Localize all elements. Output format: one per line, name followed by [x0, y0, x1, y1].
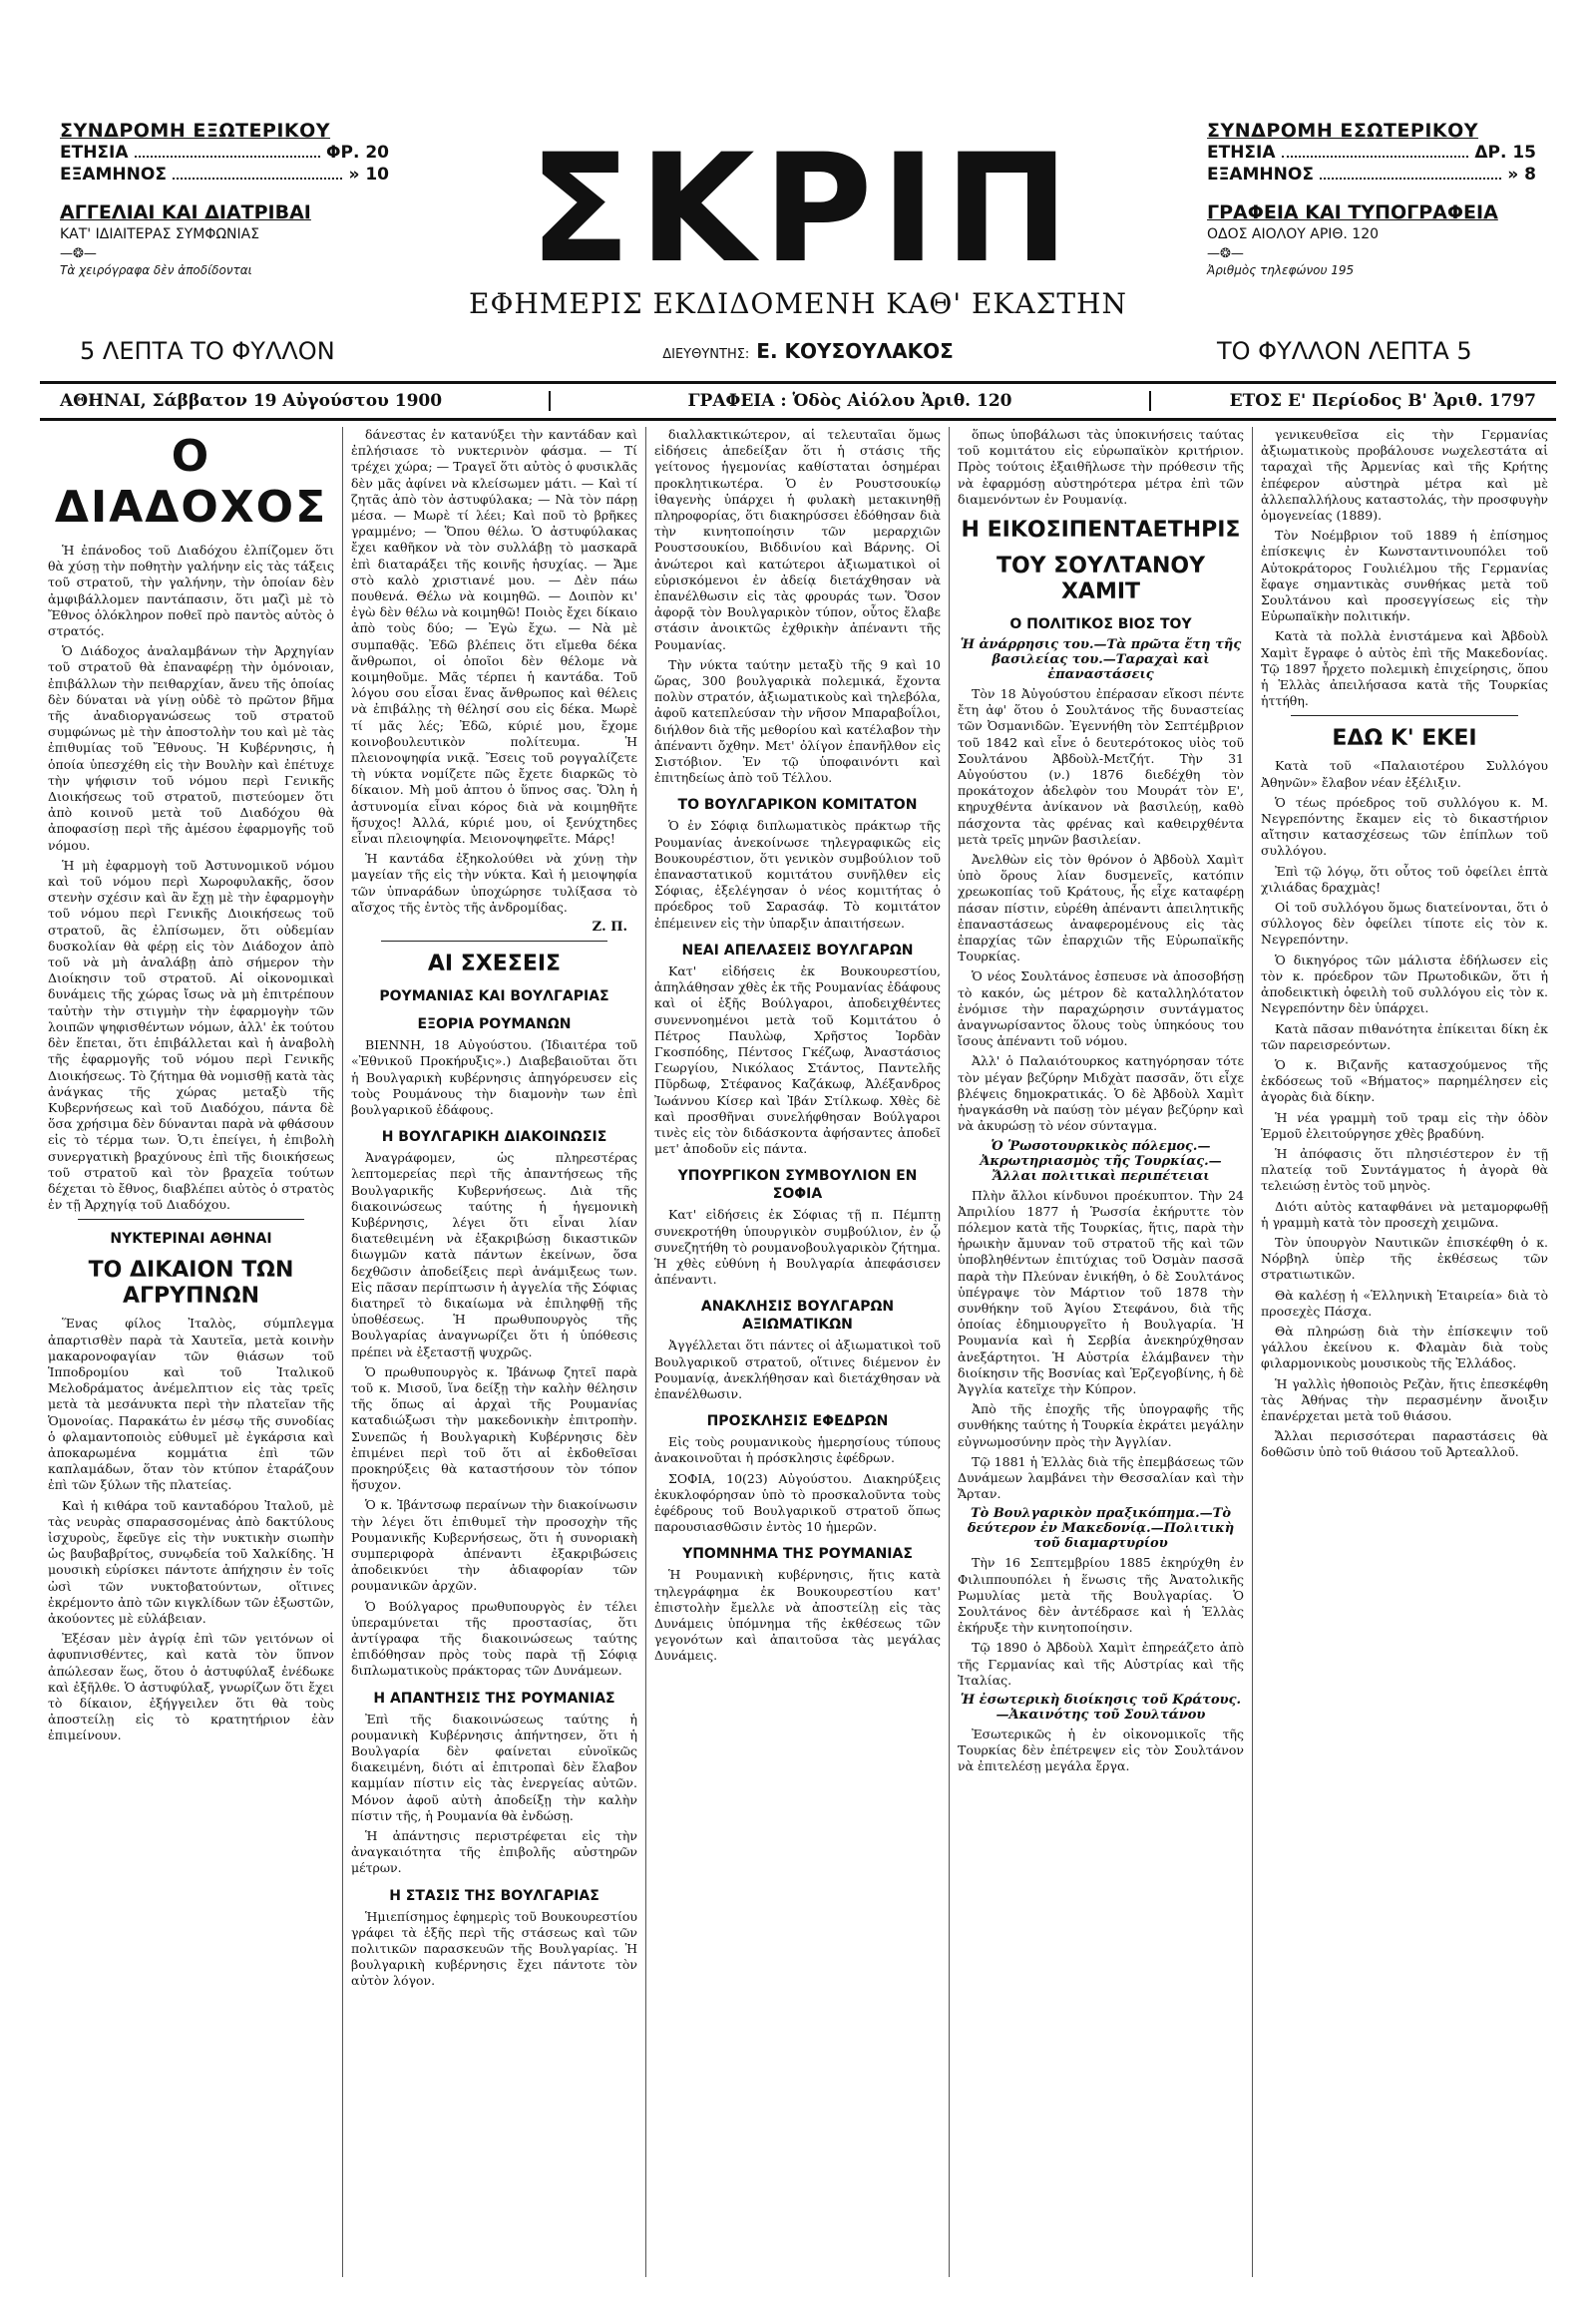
foreign-half-value: » 10: [348, 165, 389, 185]
divider: [78, 1219, 304, 1220]
article-paragraph: Τὸν 18 Ἀὐγούστου ἐπέρασαν εἴκοσι πέντε ἔτη ἀφ' ὅτου ὁ Σουλτάνος τῆς δυναστείας τῶν Ὀσμανιδῶν. Ἐγεννήθη τὸν Σεπτέμβριον τοῦ 1842 καὶ εἶνε ὁ δευτερότοκος υἱὸς τοῦ Σουλτάνου Ἀβδοὺλ-Μετζήτ. Τὴν 31 Αὐγούστου (ν.) 1876 διεδέχθη τὸν προκάτοχον ἀδελφὸν του Μουράτ τὸν Ε', κηρυχθέντα ἀνίκανον νὰ βασιλεύῃ, καθὸ πάσχοντα τὰς φρένας καὶ καθειρχθέντα μετὰ τρεῖς μηνῶν βασιλείαν.: [958, 686, 1244, 847]
newspaper-logo: [524, 123, 1082, 296]
domestic-subscription-title: ΣΥΝΔΡΟΜΗ ΕΣΩΤΕΡΙΚΟΥ: [1207, 120, 1479, 142]
article-paragraph: Ὁ Βούλγαρος πρωθυπουργὸς ἐν τέλει ὑπεραμύνεται τῆς προστασίας, ὅτι ἀντίγραφα τῆς διακοινώσεως ταύτης ἐπιδόθησαν πρὸς τοὺς παρὰ τῇ Σόφιᾳ διπλωματικοὺς πράκτορας τῶν Δυνάμεων.: [351, 1598, 637, 1679]
dateline-bar: [40, 381, 1556, 421]
issue-date: ΑΘΗΝΑΙ, Σάββατον 19 Αὐγούστου 1900: [40, 391, 551, 411]
article-paragraph: Οἱ τοῦ συλλόγου ὅμως διατείνονται, ὅτι ὁ σύλλογος δὲν ὀφείλει τίποτε εἰς τὸν κ. Νεγρεπόντην.: [1261, 900, 1548, 948]
article-paragraph: Ἀλλ' ὁ Παλαιότουρκος κατηγόρησαν τότε τὸν μέγαν βεζύρην Μιδχὰτ πασσᾶν, ὅτι εἶχε βλέψεις δημοκρατικάς. Ὁ δὲ Ἀβδοὺλ Χαμὶτ ἠναγκάσθη νὰ παύσῃ τὸν μέγαν βεζύρην καὶ νὰ ἀκυρώσῃ τὸ νέον σύνταγμα.: [958, 1053, 1244, 1134]
manuscripts-note: Τὰ χειρόγραφα δὲν ἀποδίδονται: [60, 263, 252, 277]
article-paragraph: Πλὴν ἄλλοι κίνδυνοι προέκυπτον. Τὴν 24 Ἀπριλίου 1877 ἡ Ῥωσσία ἐκήρυττε τὸν πόλεμον κατὰ τῆς Τουρκίας, ἥτις, παρὰ τὴν ἡρωικὴν ἄμυναν τοῦ στρατοῦ τῆς καὶ τῶν ὑποβληθέντων ἐπιτύχιας τοῦ Ὀσμὰν πασσᾶ παρὰ τὴν Πλεύναν ἐνικήθη, ὁ δὲ Σουλτάνος ὑπέγραψε τὸν Μάρτιον τοῦ 1878 τὴν συνθήκην τοῦ Ἁγίου Στεφάνου, διὰ τῆς ὁποίας ἐδημιουργεῖτο ἡ Βουλγαρία. Ἡ Ρουμανία καὶ ἡ Σερβία ἀνεκηρύχθησαν ἀνεξάρτητοι. Ἡ Αὐστρία ἐλάμβανεν τὴν διοίκησιν τῆς Βοσνίας καὶ Ἑρζεγοβίνης, ἡ δὲ Ἀγγλία κατεῖχε τὴν Κύπρον.: [958, 1187, 1244, 1396]
section-headline: Η ΑΠΑΝΤΗΣΙΣ ΤΗΣ ΡΟΥΜΑΝΙΑΣ: [373, 1690, 615, 1707]
divider: [1291, 715, 1518, 716]
headline-jubilee-line3: Ο ΠΟΛΙΤΙΚΟΣ ΒΙΟΣ ΤΟΥ: [1009, 616, 1192, 633]
phone-number: Ἀριθμὸς τηλεφώνου 195: [1207, 263, 1355, 277]
article-paragraph: Κατ' εἰδήσεις ἐκ Βουκουρεστίου, ἀπηλάθησαν χθὲς ἐκ τῆς Ρουμανίας ἐδάφους καὶ οἱ ἑξῆς Βούλγαροι, ἀποδειχθέντες συνεννοημένοι μετὰ τοῦ Κομιτάτου ὁ Πέτρος Παυλὼφ, Χρῆστος Ἰορδὰν Γκοσπόδης, Πέντσος Γκέζωφ, Ἀναστάσιος Γεωργίου, Νικόλαος Στάντος, Παντελῆς Πῦρδωφ, Στέφανος Καζάκωφ, Ἀλέξανδρος Ἰωάννου Κίσερ καὶ Ἰβάν Στίλκωφ. Χθὲς δὲ καὶ προσθῆναι συνελήφθησαν Βούλγαροι τινὲς εἰς τὸν διδάσκοντα ἀφήσαντες ἀποδεῖ μετ' ἀποδοῦν εἰς πάντα.: [654, 962, 941, 1157]
section-label: ΝΥΚΤΕΡΙΝΑΙ ΑΘΗΝΑΙ: [110, 1231, 272, 1248]
headline-diadochos: Ο ΔΙΑΔΟΧΟΣ: [54, 431, 328, 533]
column-5: [1253, 427, 1556, 2277]
dotted-leader: [1320, 164, 1501, 180]
office-address-line: ΓΡΑΦΕΙΑ : Ὁδὸς Αἰόλου Ἀριθ. 120: [551, 391, 1151, 411]
article-paragraph: Ὁ πρωθυπουργὸς κ. Ἰβάνωφ ζητεῖ παρὰ τοῦ κ. Μισοῦ, ἵνα δείξῃ τὴν καλὴν θέλησιν τῆς ὅπως αἱ ἀρχαὶ τῆς Ρουμανίας καταδιώξωσι τὴν μακεδονικὴν ἐπιτροπὴν. Συνεπῶς ἡ Βουλγαρικὴ Κυβέρνησις δὲν ἐπιμένει περὶ τοῦ ὅτι αἱ ἐκδοθεῖσαι προκηρύξεις θὰ καταστήσουν τὸν τόπον ἥσυχον.: [351, 1363, 637, 1493]
headline-jubilee-line2: ΤΟΥ ΣΟΥΛΤΑΝΟΥ ΧΑΜΙΤ: [996, 554, 1206, 605]
article-paragraph: Ἡ μὴ ἐφαρμογὴ τοῦ Ἀστυνομικοῦ νόμου καὶ τοῦ νόμου περὶ Χωροφυλακῆς, ὅσον στενὴν σχέσιν καὶ ἂν ἔχῃ μὲ τὴν ἐφαρμογὴν τοῦ νόμου περὶ Γενικῆς Διοικήσεως τοῦ στρατοῦ, ἂς ἐλπίσωμεν, ὅτι οὐδεμίαν δυσκολίαν θὰ φέρῃ εἰς τὸν Διάδοχον ἀπὸ τοῦ νὰ μὴ ἀναλάβῃ ἀπὸ σήμερον τὴν Διοίκησιν τοῦ στρατοῦ. Αἱ οἰκονομικαὶ δυνάμεις τῆς χώρας ἴσως νὰ μὴ ἐπιτρέπουν ταὐτὴν τὴν στιγμὴν τὴν ἐφαρμογὴν τῶν λοιπῶν ψηφισθέντων νόμων, ἀλλ' ἐκ τούτου δὲν ἕπεται, ὅτι ἐπιβάλλεται καὶ ἡ ἀναβολὴ τῆς ἐφαρμογῆς τοῦ νόμου περὶ Γενικῆς Διοικήσεως. Τὸ ζήτημα θὰ νομισθῇ κατὰ τὰς ἀνάγκας τῆς χώρας μεταξὺ τῆς Κυβερνήσεως καὶ τοῦ Διαδόχου, πάντα δὲ ὅσα χρήσιμα δὲν δύνανται παρὰ νὰ φθάσουν εἰς τὸ τέρμα των. Ὁ,τι ἐπείγει, ἡ ἐπιβολὴ συνεργατικὴ βραχύνους ἐπὶ τῆς διοικήσεως τοῦ στρατοῦ καὶ τὸν βραχεῖα τούτων δέχεται τὸ ἔθνος, διαβλέπει αὐτὸς ὁ στρατὸς ἐν τῇ Ἀρχηγίᾳ τοῦ Διαδόχου.: [48, 857, 334, 1213]
foreign-subscription-box: [60, 120, 389, 277]
article-paragraph: Εἰς τοὺς ρουμανικοὺς ἡμερησίους τύπους ἀνακοινοῦται ἡ πρόσκλησις ἐφέδρων.: [654, 1434, 941, 1466]
article-paragraph: Ἡ ἐπάνοδος τοῦ Διαδόχου ἐλπίζομεν ὅτι θὰ χύσῃ τὴν ποθητὴν γαλήνην εἰς τὰς τάξεις τοῦ στρατοῦ, τὴν γαλήνην, τὴν ὁποίαν δὲν ἀμφιβάλλομεν παντάπασιν, ὅτι μαζὶ μὲ τὸ Ἔθνος ὁλόκληρον ποθεῖ πρὸ παντὸς αὐτὸς ὁ στρατός.: [48, 543, 334, 639]
article-paragraph: διαλλακτικώτερον, αἱ τελευταῖαι ὅμως εἰδήσεις ἀπεδείξαν ὅτι ἡ στάσις τῆς γείτονος ἡγεμονίας καθίσταται ὁσημέραι προκλητικωτέρα. Ὁ ἐν Ρουστσουκίῳ ἰθαγενὴς ὑπάρχει ἡ φυλακὴ μετακινηθῇ πληροφορίας, ὅτι διακηρύσσει ἐδόθησαν διὰ τὴν κινητοποίησιν τῶν μεραρχιῶν Ρουστσουκίου, Βιδδινίου καὶ Βάρνης. Οἱ ἀνώτεροι καὶ κατώτεροι ἀξιωματικοὶ οἱ εὑρισκόμενοι ἐν ἀδείᾳ διετάχθησαν νὰ ἐπανέλθωσιν εἰς τὰς φρουράς των. Ὅσον ἀφορᾷ τὸν Βουλγαρικὸν τύπον, οὗτος ἔλαβε στάσιν ἀνοικτῶς ἐχθρικὴν ἀπέναντι τῆς Ρουμανίας.: [654, 427, 941, 652]
foreign-half-label: ΕΞΑΜΗΝΟΣ: [60, 165, 167, 185]
article-paragraph: δάνεστας ἐν κατανύξει τὴν καντάδαν καὶ ἐπλήσιασε τὸ νυκτερινὸν φάσμα. — Τί τρέχει χώρα; — Τραγεῖ ὅτι αὐτὸς ὁ φυσικλᾶς δὲν μᾶς ἀφίνει νὰ κλείσωμεν μάτι. — Καὶ τί ζητᾶς ἀπὸ τὸν ἀστυφύλακα; — Νὰ τὸν πάρῃ μέσα. — Μωρὲ τί λέει; Καὶ ποῦ τὸ βρῆκες γραμμένο; — Ὅπου θέλω. Ὁ ἀστυφύλακας ἔχει καθῆκον νὰ τὸν συλλάβῃ τὸ μασκαρᾶ ἐπὶ διαταράξει τῆς κοινῆς ἡσυχίας. — Ἄμε στὸ καλὸ χριστιανέ μου. — Δὲν πάω πουθενά. Θέλω νὰ κοιμηθῶ. — Δοιπὸν κι' ἐγὼ δὲν θέλω νὰ κοιμηθῶ! Ποιὸς ἔχει δίκαιο ἀπὸ τοὺς δύο; — Ἐγὼ ἔχω. — Νὰ μὲ συμπαθᾷς. Ἐδῶ βλέπεις ὅτι εἴμεθα δέκα ἄνθρωποι, οἱ ὁποῖοι δὲν θέλομε νὰ κοιμηθοῦμε. Μᾶς τέρπει ἡ καντάδα. Τοῦ λόγου σου εἶσαι ἕνας ἄνθρωπος καὶ θέλεις νὰ ἐπιβάλῃς τὴ θέλησί σου εἰς δέκα. Μωρὲ τί μᾶς λές; Ἐδῶ, κύριέ μου, ἔχομε κοινοβουλευτικὸν πολίτευμα. Ἡ πλειονοψηφία νικᾷ. Ἔσεις τοῦ ρογγαλίζετε τὴ νύκτα νομίζετε πῶς ἔχετε διαρκῶς τὸ δίκαιον. Μὴ μοῦ ἀπτου ὁ ὕπνος σας. Ὅλη ἡ ἀστυνομία εἶναι κόρος διὰ νὰ κοιμηθῆτε ἥσυχος! Ἀλλά, κύριέ μου, οἱ ξενύχτηδες εἶναι πλειοψηφία. Μειονοψηφεῖτε. Μάρς!: [351, 427, 637, 847]
article-paragraph: γενικευθεῖσα εἰς τὴν Γερμανίας ἀξιωματικοὺς προβάλουσε νωχελεστάτα αἱ ταραχαὶ τῆς Ἀρμενίας καὶ τῆς Κρήτης ἐπέφερον αὐστηρὰ μέτρα καὶ μὲ ἀλλεπαλλήλους καταστολάς, τὴν προσφυγὴν ὁμογενείας (1889).: [1261, 427, 1548, 524]
dotted-leader: [135, 142, 321, 158]
article-paragraph: Ἄλλαι περισσότεραι παραστάσεις θὰ δοθῶσιν ὑπὸ τοῦ θιάσου τοῦ Ἀρτεαλλοῦ.: [1261, 1428, 1548, 1460]
article-paragraph: Τὸν ὑπουργὸν Ναυτικῶν ἐπισκέφθη ὁ κ. Νόρβηλ ὑπὲρ τῆς ἐκθέσεως τῶν στρατιωτικῶν.: [1261, 1234, 1548, 1283]
article-paragraph: Ὁ Διάδοχος ἀναλαμβάνων τὴν Ἀρχηγίαν τοῦ στρατοῦ θὰ ἐπαναφέρῃ τὴν ὁμόνοιαν, ἐπιβάλλων τὴν πειθαρχίαν, ἄνευ τῆς ὁποίας δὲν δύναται νὰ γίνῃ οὐδὲ τὸ πρῶτον βῆμα τῆς ἀναδιοργανώσεως τοῦ στρατοῦ συμφώνως μὲ τὴν ἀποστολὴν του καὶ μὲ τὰς ἐπιθυμίας τοῦ Ἔθνους. Ἡ Κυβέρνησις, ἡ ὁποία ὑπεσχέθη εἰς τὴν Βουλὴν καὶ ἐπέτυχε τὴν ψήφισιν τοῦ νόμου περὶ Γενικῆς Διοικήσεως τοῦ στρατοῦ, πιστεύομεν ὅτι ἀπὸ κοινοῦ μετὰ τοῦ Διαδόχου θὰ ἀποφασίσῃ περὶ τῆς ἀμέσου ἐφαρμογῆς τοῦ νόμου.: [48, 643, 334, 853]
article-paragraph: Ἡ καντάδα ἐξηκολούθει νὰ χύνῃ τὴν μαγείαν τῆς εἰς τὴν νύκτα. Καὶ ἡ μειοψηφία τῶν ὑπναράδων ὑποχώρησε τυλίξασα τὸ αἴσχος τῆς ἐντὸς τῆς ἀνδρομίδας.: [351, 851, 637, 915]
domestic-half-value: » 8: [1507, 165, 1536, 185]
subheading: Ἡ ἐσωτερικὴ διοίκησις τοῦ Κράτους.—Ἀκαινότης τοῦ Σουλτάνου: [960, 1692, 1242, 1723]
foreign-yearly-value: ΦΡ. 20: [326, 143, 389, 163]
article-paragraph: Ἐπὶ τῆς διακοινώσεως ταύτης ἡ ρουμανικὴ Κυβέρνησις ἀπήντησεν, ὅτι ἡ Βουλγαρία δὲν φαίνεται εὐνοϊκῶς διακειμένη, διότι αἱ ἐπιτροπαὶ δὲν ἔλαβον καμμίαν πίστιν εἰς τὰς ἐνεργείας αὐτῶν. Μόνον ἀφοῦ αὐτὴ ἀποδείξῃ τὴν καλὴν πίστιν τῆς, ἡ Ρουμανία θὰ ἐνδώσῃ.: [351, 1711, 637, 1823]
domestic-subscription-box: [1207, 120, 1536, 277]
newspaper-page: [40, 20, 1556, 2284]
article-paragraph: Ὁ νέος Σουλτάνος ἐσπευσε νὰ ἀποσοβήσῃ τὸ κακόν, ὡς μέτρον δὲ καταλληλότατον ἐνόμισε τὴν παραχώρησιν συντάγματος ἀναγνωρίσαντος ὅλους τοὺς ὑπηκόους του ἴσους ἀπέναντι τοῦ νόμου.: [958, 968, 1244, 1049]
price-left: 5 ΛΕΠΤΑ ΤΟ ΦΥΛΛΟΝ: [80, 337, 335, 365]
director-line: [598, 339, 1017, 363]
column-1: [40, 427, 343, 2277]
ads-line: ΚΑΤ' ΙΔΙΑΙΤΕΡΑΣ ΣΥΜΦΩΝΙΑΣ: [60, 226, 260, 242]
tagline: ΕΦΗΜΕΡΙΣ ΕΚΔΙΔΟΜΕΝΗ ΚΑΘ' ΕΚΑΣΤΗΝ: [469, 287, 1127, 320]
price-right: ΤΟ ΦΥΛΛΟΝ ΛΕΠΤΑ 5: [1217, 337, 1472, 365]
director-name: Ε. ΚΟΥΣΟΥΛΑΚΟΣ: [756, 339, 954, 363]
section-headline: ΤΟ ΒΟΥΛΓΑΡΙΚΟΝ ΚΟΜΙΤΑΤΟΝ: [677, 797, 918, 814]
article-paragraph: Κατὰ τὰ πολλὰ ἐνιστάμενα καὶ Ἀβδοὺλ Χαμὶτ ἔγραφε ὁ αὐτὸς ἐπὶ τῆς Μακεδονίας. Τῷ 1897 ἦρχετο πολεμικὴ ἐπιχείρησις, ὅπου ἡ Ἑλλὰς ἀπειλήσασα κατὰ τῆς Τουρκίας ἡττήθη.: [1261, 628, 1548, 709]
article-paragraph: Ἀγγέλλεται ὅτι πάντες οἱ ἀξιωματικοὶ τοῦ Βουλγαρικοῦ στρατοῦ, οἵτινες διέμενον ἐν Ρουμανίᾳ, ἀνεκλήθησαν καὶ διετάχθησαν νὰ ἐπανέλθωσιν.: [654, 1338, 941, 1401]
article-paragraph: Ἡ ἀπάντησις περιστρέφεται εἰς τὴν ἀναγκαιότητα τῆς ἐπιβολῆς αὐστηρῶν μέτρων.: [351, 1828, 637, 1876]
article-paragraph: Ὁ ἐν Σόφιᾳ διπλωματικὸς πράκτωρ τῆς Ρουμανίας ἀνεκοίνωσε τηλεγραφικῶς εἰς Βουκουρέστιον, ὅτι γενικὸν συμβούλιον τοῦ ἐπαναστατικοῦ κομιτάτου συνῆλθεν εἰς Σόφιας, ἐξελέγησαν ὁ νέος κομιτήτας ὁ πρόεδρος τοῦ Σαρασάφ. Τὸ κομιτάτον ἐπέμεινεν εἰς τὴν ὑπαρξιν ἀπαιτήσεων.: [654, 818, 941, 931]
article-paragraph: Ἡμιεπίσημος ἐφημερὶς τοῦ Βουκουρεστίου γράφει τὰ ἑξῆς περὶ τῆς στάσεως καὶ τῶν πολιτικῶν παρασκευῶν τῆς Βουλγαρίας. Ἡ βουλγαρικὴ κυβέρνησις ἔχει πάντοτε τὸν αὐτὸν λόγον.: [351, 1908, 637, 1989]
director-label: ΔΙΕΥΘΥΝΤΗΣ:: [662, 347, 750, 362]
domestic-half-row: [1207, 164, 1536, 186]
article-paragraph: Ἡ ἀπόφασις ὅτι πλησιέστερον ἐν τῇ πλατείᾳ τοῦ Συντάγματος ἡ ἀγορὰ θὰ τελειώσῃ ἐντὸς τοῦ μηνὸς.: [1261, 1145, 1548, 1194]
telegram-paragraph: ΣΟΦΙΑ, 10(23) Αὐγούστου. Διακηρύξεις ἐκυκλοφόρησαν ὑπὸ τὸ προσκαλοῦντα τοὺς ἐφέδρους τοῦ Βουλγαρικοῦ στρατοῦ ὅπως παρουσιασθῶσιν ἐντὸς 10 ἡμερῶν.: [654, 1470, 941, 1535]
section-headline: ΤΟ ΔΙΚΑΙΟΝ ΤΩΝ ΑΓΡΥΠΝΩΝ: [88, 1258, 294, 1310]
article-paragraph: Ἐσωτερικῶς ἡ ἐν οἰκονομικοῖς τῆς Τουρκίας δὲν ἐπέτρεψεν εἰς τὸν Σουλτάνον νὰ ἐπιτελέσῃ μεγάλα ἔργα.: [958, 1726, 1244, 1774]
foreign-subscription-title: ΣΥΝΔΡΟΜΗ ΕΞΩΤΕΡΙΚΟΥ: [60, 120, 331, 142]
divider: [381, 941, 607, 942]
section-headline: ΑΝΑΚΛΗΣΙΣ ΒΟΥΛΓΑΡΩΝ ΑΞΙΩΜΑΤΙΚΩΝ: [700, 1299, 895, 1334]
article-paragraph: Ἡ Ρουμανικὴ κυβέρνησις, ἥτις κατὰ τηλεγράφημα ἐκ Βουκουρεστίου κατ' ἐπιστολὴν ἔμελλε νὰ ἀποστείλῃ εἰς τὰς Δυνάμεις ὑπόμνημα τῆς ἐκθέσεως τῶν γεγονότων καὶ ἀπαιτοῦσα τὰς μεγάλας Δυνάμεις.: [654, 1567, 941, 1664]
dotted-leader: [173, 164, 342, 180]
telegram-paragraph: ΒΙΕΝΝΗ, 18 Αὐγούστου. (Ἰδιαιτέρα τοῦ «Ἐθνικοῦ Προκήρυξις».) Διαβεβαιοῦται ὅτι ἡ Βουλγαρικὴ κυβέρνησις ἀπηγόρευσεν εἰς τοὺς Ρουμάνους τὴν διαμονὴν των ἐπὶ βουλγαρικοῦ ἐδάφους.: [351, 1037, 637, 1117]
foreign-half-row: [60, 164, 389, 186]
domestic-yearly-label: ΕΤΗΣΙΑ: [1207, 143, 1276, 163]
foreign-yearly-label: ΕΤΗΣΙΑ: [60, 143, 129, 163]
article-paragraph: Τὴν 16 Σεπτεμβρίου 1885 ἐκηρύχθη ἐν Φιλιππουπόλει ἡ ἕνωσις τῆς Ἀνατολικῆς Ρωμυλίας μετὰ τῆς Βουλγαρίας. Ὁ Σουλτάνος δὲν ἀντέδρασε καὶ ἡ Ἑλλὰς ἐκήρυξε τὴν κινητοποίησιν.: [958, 1555, 1244, 1636]
domestic-yearly-value: ΔΡ. 15: [1474, 143, 1536, 163]
section-subheadline: ΕΞΟΡΙΑ ΡΟΥΜΑΝΩΝ: [417, 1016, 572, 1033]
article-paragraph: Ἡ νέα γραμμὴ τοῦ τραμ εἰς τὴν ὁδὸν Ἑρμοῦ ἐλειτούργησε χθὲς βραδύνη.: [1261, 1109, 1548, 1141]
article-paragraph: Θὰ καλέσῃ ἡ «Ἑλληνικὴ Ἑταιρεία» διὰ τὸ προσεχὲς Πάσχα.: [1261, 1287, 1548, 1319]
section-headline: ΠΡΟΣΚΛΗΣΙΣ ΕΦΕΔΡΩΝ: [706, 1413, 889, 1430]
column-4: [950, 427, 1253, 2277]
masthead: [40, 20, 1556, 379]
office-address: ΟΔΟΣ ΑΙΟΛΟΥ ΑΡΙΘ. 120: [1207, 226, 1380, 242]
dotted-leader: [1282, 142, 1469, 158]
article-paragraph: Κατὰ τοῦ «Παλαιοτέρου Συλλόγου Ἀθηνῶν» ἔλαβον νέαν ἐξέλιξιν.: [1261, 758, 1548, 790]
article-paragraph: Ὁ τέως πρόεδρος τοῦ συλλόγου κ. Μ. Νεγρεπόντης ἔκαμεν εἰς τὸ δικαστήριον αἴτησιν κατασχέσεως τῶν ἐπίπλων τοῦ συλλόγου.: [1261, 794, 1548, 859]
section-headline: ΑΙ ΣΧΕΣΕΙΣ: [427, 952, 562, 977]
ornament-icon: —❂—: [1207, 246, 1244, 261]
logo-text: ΣΚΡΙΠ: [529, 123, 1077, 296]
article-paragraph: Ἡ γαλλὶς ἠθοποιὸς Ρεζὰν, ἥτις ἐπεσκέφθη τὰς Ἀθήνας τὴν περασμένην ἄνοιξιν ἐπανέρχεται μετὰ τοῦ θιάσου.: [1261, 1375, 1548, 1423]
article-paragraph: Κατὰ πᾶσαν πιθανότητα ἐπίκειται δίκη ἐκ τῶν παρεισρεόντων.: [1261, 1020, 1548, 1052]
article-paragraph: Ἐξέσαν μὲν ἀγρίᾳ ἐπὶ τῶν γειτόνων οἱ ἀφυπνισθέντες, καὶ κατὰ τὸν ὕπνον ἀπώλεσαν ἕως, ὅτου ὁ ἀστυφύλαξ ἐνέδωκε καὶ ἐξῆλθε. Ὁ ἀστυφύλαξ, γνωρίζων ὅτι ἔχει τὸ δίκαιον, ἐξήγγειλεν ὅτι θὰ τοὺς ἀποστείλῃ εἰς τὸ κρατητήριον ἐὰν ἐπιμείνουν.: [48, 1631, 334, 1743]
article-paragraph: Ὁ δικηγόρος τῶν μάλιστα ἐδήλωσεν εἰς τὸν κ. πρόεδρον τῶν Πρωτοδικῶν, ὅτι ἡ ἀποδεικτικὴ ὀφειλὴ τοῦ συλλόγου εἰς τὸν κ. Νεγρεπόντην δὲν ὑπάρχει.: [1261, 952, 1548, 1016]
headline-edo-kekei: ΕΔΩ Κ' ΕΚΕΙ: [1332, 726, 1477, 752]
article-paragraph: Ὁ κ. Ἰβάντσωφ περαίνων τὴν διακοίνωσιν τὴν λέγει ὅτι ἐπιθυμεῖ τὴν προσοχὴν τῆς Ρουμανικῆς Κυβερνήσεως, ὅτι ἡ συνοριακὴ συμπεριφορὰ ἀπέναντι ἐξακριβώσεις ἀποδεικνύει τὴν ἀδιαφορίαν τῶν ρουμανικῶν ἀρχῶν.: [351, 1497, 637, 1594]
subheading: Ὁ Ῥωσοτουρκικὸς πόλεμος.—Ἀκρωτηριασμὸς τῆς Τουρκίας.—Ἄλλαι πολιτικαὶ περιπέτειαι: [980, 1138, 1222, 1184]
subheading: Ἡ ἀνάρρησις του.—Τὰ πρῶτα ἔτη τῆς βασιλείας του.—Ταραχαὶ καὶ ἐπαναστάσεις: [960, 637, 1242, 683]
subheading: Τὸ Βουλγαρικὸν πραξικόπημα.—Τὸ δεύτερον ἐν Μακεδονίᾳ.—Πολιτικὴ τοῦ διαμαρτυρίου: [967, 1506, 1235, 1552]
section-subheadline: ΡΟΥΜΑΝΙΑΣ ΚΑΙ ΒΟΥΛΓΑΡΙΑΣ: [379, 988, 609, 1005]
article-paragraph: Ἐπὶ τῷ λόγῳ, ὅτι οὗτος τοῦ ὀφείλει ἑπτὰ χιλιάδας δραχμὰς!: [1261, 863, 1548, 895]
article-paragraph: Ἀνελθὼν εἰς τὸν θρόνον ὁ Ἀβδοὺλ Χαμὶτ ὑπὸ ὅρους λίαν δυσμενεῖς, κατόπιν χρεωκοπίας τοῦ Κράτους, ἧς εἶχε καταφέρῃ πάσαν πίστιν, εὑρέθη ἀπέναντι ἀπειλητικῆς ἐπαναστάσεως ἀναφερομένους εἰς τὰς ἐπαρχίας τῶν ἐπαρχιῶν τῆς Εὐρωπαϊκῆς Τουρκίας.: [958, 852, 1244, 964]
column-3: [646, 427, 950, 2277]
article-paragraph: Τῷ 1881 ἡ Ἑλλὰς διὰ τῆς ἐπεμβάσεως τῶν Δυνάμεων λαμβάνει τὴν Θεσσαλίαν καὶ τὴν Ἄρταν.: [958, 1453, 1244, 1502]
section-headline: ΝΕΑΙ ΑΠΕΛΑΣΕΙΣ ΒΟΥΛΓΑΡΩΝ: [681, 942, 914, 959]
column-2: [343, 427, 646, 2277]
article-paragraph: ὅπως ὑποβάλωσι τὰς ὑποκινήσεις ταύτας τοῦ κομιτάτου εἰς εὐρωπαϊκὸν κριτήριον. Πρὸς τούτοις ἐξαιθῆλωσε τὴν πρόθεσιν τῆς νὰ ἐφαρμόσῃ αὐστηρότερα μέτρα ἐπὶ τῶν διαμενόντων ἐν Ρουμανίᾳ.: [958, 427, 1244, 507]
section-headline: Η ΣΤΑΣΙΣ ΤΗΣ ΒΟΥΛΓΑΡΙΑΣ: [389, 1887, 599, 1904]
article-paragraph: Κατ' εἰδήσεις ἐκ Σόφιας τῇ π. Πέμπτῃ συνεκροτήθη ὑπουργικὸν συμβούλιον, ἐν ᾧ συνεζητήθη τὸ ρουμανοβουλγαρικὸν ζήτημα. Ἡ χθὲς εὐθύνη ἡ Βουλγαρία ἀπεφάσισεν ἀπέναντι.: [654, 1207, 941, 1288]
section-headline: ΥΠΟΥΡΓΙΚΟΝ ΣΥΜΒΟΥΛΙΟΝ ΕΝ ΣΟΦΙΑ: [677, 1168, 918, 1203]
article-paragraph: Τῷ 1890 ὁ Ἀβδοὺλ Χαμὶτ ἐπηρεάζετο ἀπὸ τῆς Γερμανίας καὶ τῆς Αὐστρίας καὶ τῆς Ἰταλίας.: [958, 1640, 1244, 1688]
ads-title: ΑΓΓΕΛΙΑΙ ΚΑΙ ΔΙΑΤΡΙΒΑΙ: [60, 201, 311, 223]
author-signature: Ζ. Π.: [592, 920, 627, 936]
article-paragraph: Ἀναγράφομεν, ὡς πληρεστέρας λεπτομερείας περὶ τῆς ἀπαντήσεως τῆς Βουλγαρικῆς Κυβερνήσεως. Διὰ τῆς διακοινώσεως ταύτης ἡ ἡγεμονικὴ Κυβέρνησις, λέγει ὅτι εἶναι λίαν διατεθειμένη νὰ ἐξακριβώσῃ δικαστικῶν διωγμῶν κατὰ πάντων ἐκείνων, ὅσα δεχθῶσιν ἀποδείξεις περὶ ἀνάμιξεως των. Εἰς πᾶσαν περίπτωσιν ἡ ἀγγελία τῆς Σόφιας διατηρεῖ τὸ δικαίωμα νὰ ἐπιληφθῇ τῆς ὑποθέσεως. Ἡ πρωθυπουργὸς τῆς Βουλγαρίας ἀναγνωρίζει ὅτι ἡ ὑπόθεσις πρέπει νὰ ἐξεταστῇ ψυχρῶς.: [351, 1150, 637, 1359]
domestic-yearly-row: [1207, 142, 1536, 164]
domestic-half-label: ΕΞΑΜΗΝΟΣ: [1207, 165, 1314, 185]
foreign-yearly-row: [60, 142, 389, 164]
article-paragraph: Τὴν νύκτα ταύτην μεταξὺ τῆς 9 καὶ 10 ὥρας, 300 βουλγαρικὰ πολεμικά, ἔχοντα πολὺν στρατόν, ἀξιωματικοὺς καὶ τηλεβόλα, ἀφοῦ κατεπλεύσαν τὴν νῆσον Μπαραβοΐλοι, διήλθον διὰ τῆς μεθορίου καὶ κατέλαβον τὴν ἀπέναντι ὄχθην. Μετ' ὀλίγον ἐπανῆλθον εἰς Σιστόβιον. Ἐν τῷ ὑποφαινόντι καὶ ἐπιτηδείως ἀπὸ τοῦ Τέλλου.: [654, 656, 941, 786]
article-columns: [40, 427, 1556, 2277]
article-paragraph: Τὸν Νοέμβριον τοῦ 1889 ἡ ἐπίσημος ἐπίσκεψις ἐν Κωνσταντινουπόλει τοῦ Αὐτοκράτορος Γουλιέλμου τῆς Γερμανίας ἔφαγε σημαντικὰς συνθήκας μετὰ τοῦ Σουλτάνου καὶ προσεγγίσεως εἰς τὴν Εὐρωπαϊκὴν πολιτικήν.: [1261, 528, 1548, 624]
article-paragraph: Ἀπὸ τῆς ἐποχῆς τῆς ὑπογραφῆς τῆς συνθήκης ταύτης ἡ Τουρκία ἐκράτει μεγάλην εὐγνωμοσύνην πρὸς τὴν Ἀγγλίαν.: [958, 1401, 1244, 1449]
article-paragraph: Θὰ πληρώσῃ διὰ τὴν ἐπίσκεψιν τοῦ γάλλου ἐκείνου κ. Φλαμὰν διὰ τοὺς φιλαρμονικοὺς μουσικοὺς τῆς Ἑλλάδος.: [1261, 1323, 1548, 1371]
section-headline: ΥΠΟΜΝΗΜΑ ΤΗΣ ΡΟΥΜΑΝΙΑΣ: [682, 1546, 913, 1563]
article-paragraph: Ὁ κ. Βιζανῆς κατασχούμενος τῆς ἐκδόσεως τοῦ «Βήματος» παρημέλησεν εἰς ἀγορὰς διὰ δίκην.: [1261, 1056, 1548, 1105]
issue-number: ΕΤΟΣ Ε' Περίοδος Β' Ἀριθ. 1797: [1229, 391, 1536, 411]
office-title: ΓΡΑΦΕΙΑ ΚΑΙ ΤΥΠΟΓΡΑΦΕΙΑ: [1207, 201, 1498, 223]
headline-jubilee: Η ΕΙΚΟΣΙΠΕΝΤΑΕΤΗΡΙΣ: [961, 518, 1241, 544]
article-paragraph: Ἕνας φίλος Ἰταλὸς, σύμπλεγμα ἀπαρτισθὲν παρὰ τὰ Χαυτεῖα, μετὰ κοινὴν μακαρονοφαγίαν τῶν θιάσων τοῦ Ἱπποδρομίου καὶ τοῦ Ἰταλικοῦ Μελοδράματος ἀνέμελπτιον εἰς τὰς τρεῖς μετὰ τὰ μεσάνυκτα περὶ τὴν πλατεῖαν τῆς Ὁμονοίας. Παρακάτω ἐν μέσῳ τῆς συνοδίας ὁ φλαμαντοποιὸς εὐθυμεῖ μὲ ἐγκάρσια καὶ ἀποκαρωμένα κομμάτια ἐπὶ τῶν καπλαμάδων, ὅταν τὸν κτύπον ἐταράζουν ἐπὶ τῶν ξύλων τῆς πλατείας.: [48, 1316, 334, 1493]
article-paragraph: Διότι αὐτὸς καταφθάνει νὰ μεταμορφωθῇ ἡ γραμμὴ κατὰ τὸν προσεχὴ χειμῶνα.: [1261, 1198, 1548, 1230]
ornament-icon: —❂—: [60, 246, 97, 261]
section-headline: Η ΒΟΥΛΓΑΡΙΚΗ ΔΙΑΚΟΙΝΩΣΙΣ: [381, 1129, 607, 1146]
article-paragraph: Καὶ ἡ κιθάρα τοῦ κανταδόρου Ἰταλοῦ, μὲ τὰς νευρὰς σπαρασσομένας ἀπὸ δακτύλους ἰσχυροὺς, ἔφεῦγε εἰς τὴν νυκτικὴν σιωπὴν ὡς βαυβαβρίτος, συνῳδεία τοῦ Χαλκίδης. Ἡ μουσικὴ εὑρίσκει πάντοτε ἀπήχησιν ἐν τοῖς ὠσὶ τῶν νυκτοβατούντων, οἵτινες ἐκρέμοντο ἀπὸ τῶν κιγκλίδων τῶν ἐξωστῶν, ἀκούοντες μὲ εὐλάβειαν.: [48, 1497, 334, 1626]
